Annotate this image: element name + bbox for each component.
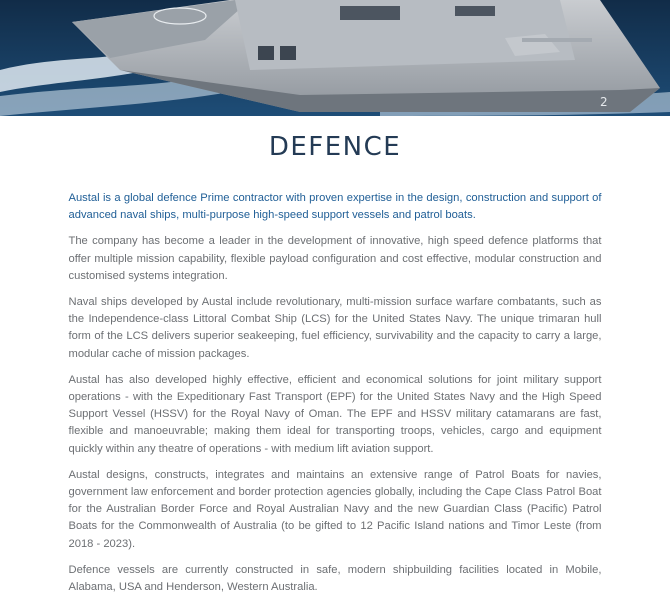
svg-text:2: 2 xyxy=(600,95,608,109)
body-paragraph: Defence vessels are currently constructed in safe, modern shipbuilding facilities located in Mobile, Alabama, USA and Henderson, Western Australia. xyxy=(68,563,602,594)
body-paragraph: The company has become a leader in the development of innovative, high speed defence platforms that offer multiple mission capability, flexible payload configuration and cost effective, modular construction and customised systems integration. xyxy=(68,235,602,282)
hero-ship-image xyxy=(0,0,670,116)
lead-paragraph: Austal is a global defence Prime contractor with proven expertise in the design, construction and support of advanced naval ships, multi-purpose high-speed support vessels and patrol boats. xyxy=(68,192,602,222)
body-paragraph: Austal designs, constructs, integrates and maintains an extensive range of Patrol Boats for navies, government law enforcement and border protection agencies globally, including the Cape Class Patrol Boat for the Australian Border Force and Royal Australian Navy and the new Guardian Class (Pacific) Patrol Boats for the Commonwealth of Australia (to be gifted to 12 Pacific Island nations and Timor Leste (from 2018 - 2023). xyxy=(68,468,602,550)
main-content xyxy=(69,116,602,596)
body-paragraph: Austal has also developed highly effective, efficient and economical solutions for joint military support operations - with the Expeditionary Fast Transport (EPF) for the United States Navy and the High Speed Support Vessel (HSSV) for the Royal Navy of Oman. The EPF and HSSV military catamarans are fast, flexible and manoeuvrable; making them ideal for transporting troops, vehicles, cargo and equipment quickly within any theatre of operations - with medium lift aviation support. xyxy=(68,373,602,455)
body-paragraph: Naval ships developed by Austal include revolutionary, multi-mission surface warfare combatants, such as the Independence-class Littoral Combat Ship (LCS) for the United States Navy. The unique trimaran hull form of the LCS delivers superior seakeeping, fuel efficiency, survivability and the capacity to carry a large, modular cache of mission packages. xyxy=(68,296,602,360)
ship-illustration xyxy=(0,0,670,116)
page-title: DEFENCE xyxy=(268,132,402,162)
